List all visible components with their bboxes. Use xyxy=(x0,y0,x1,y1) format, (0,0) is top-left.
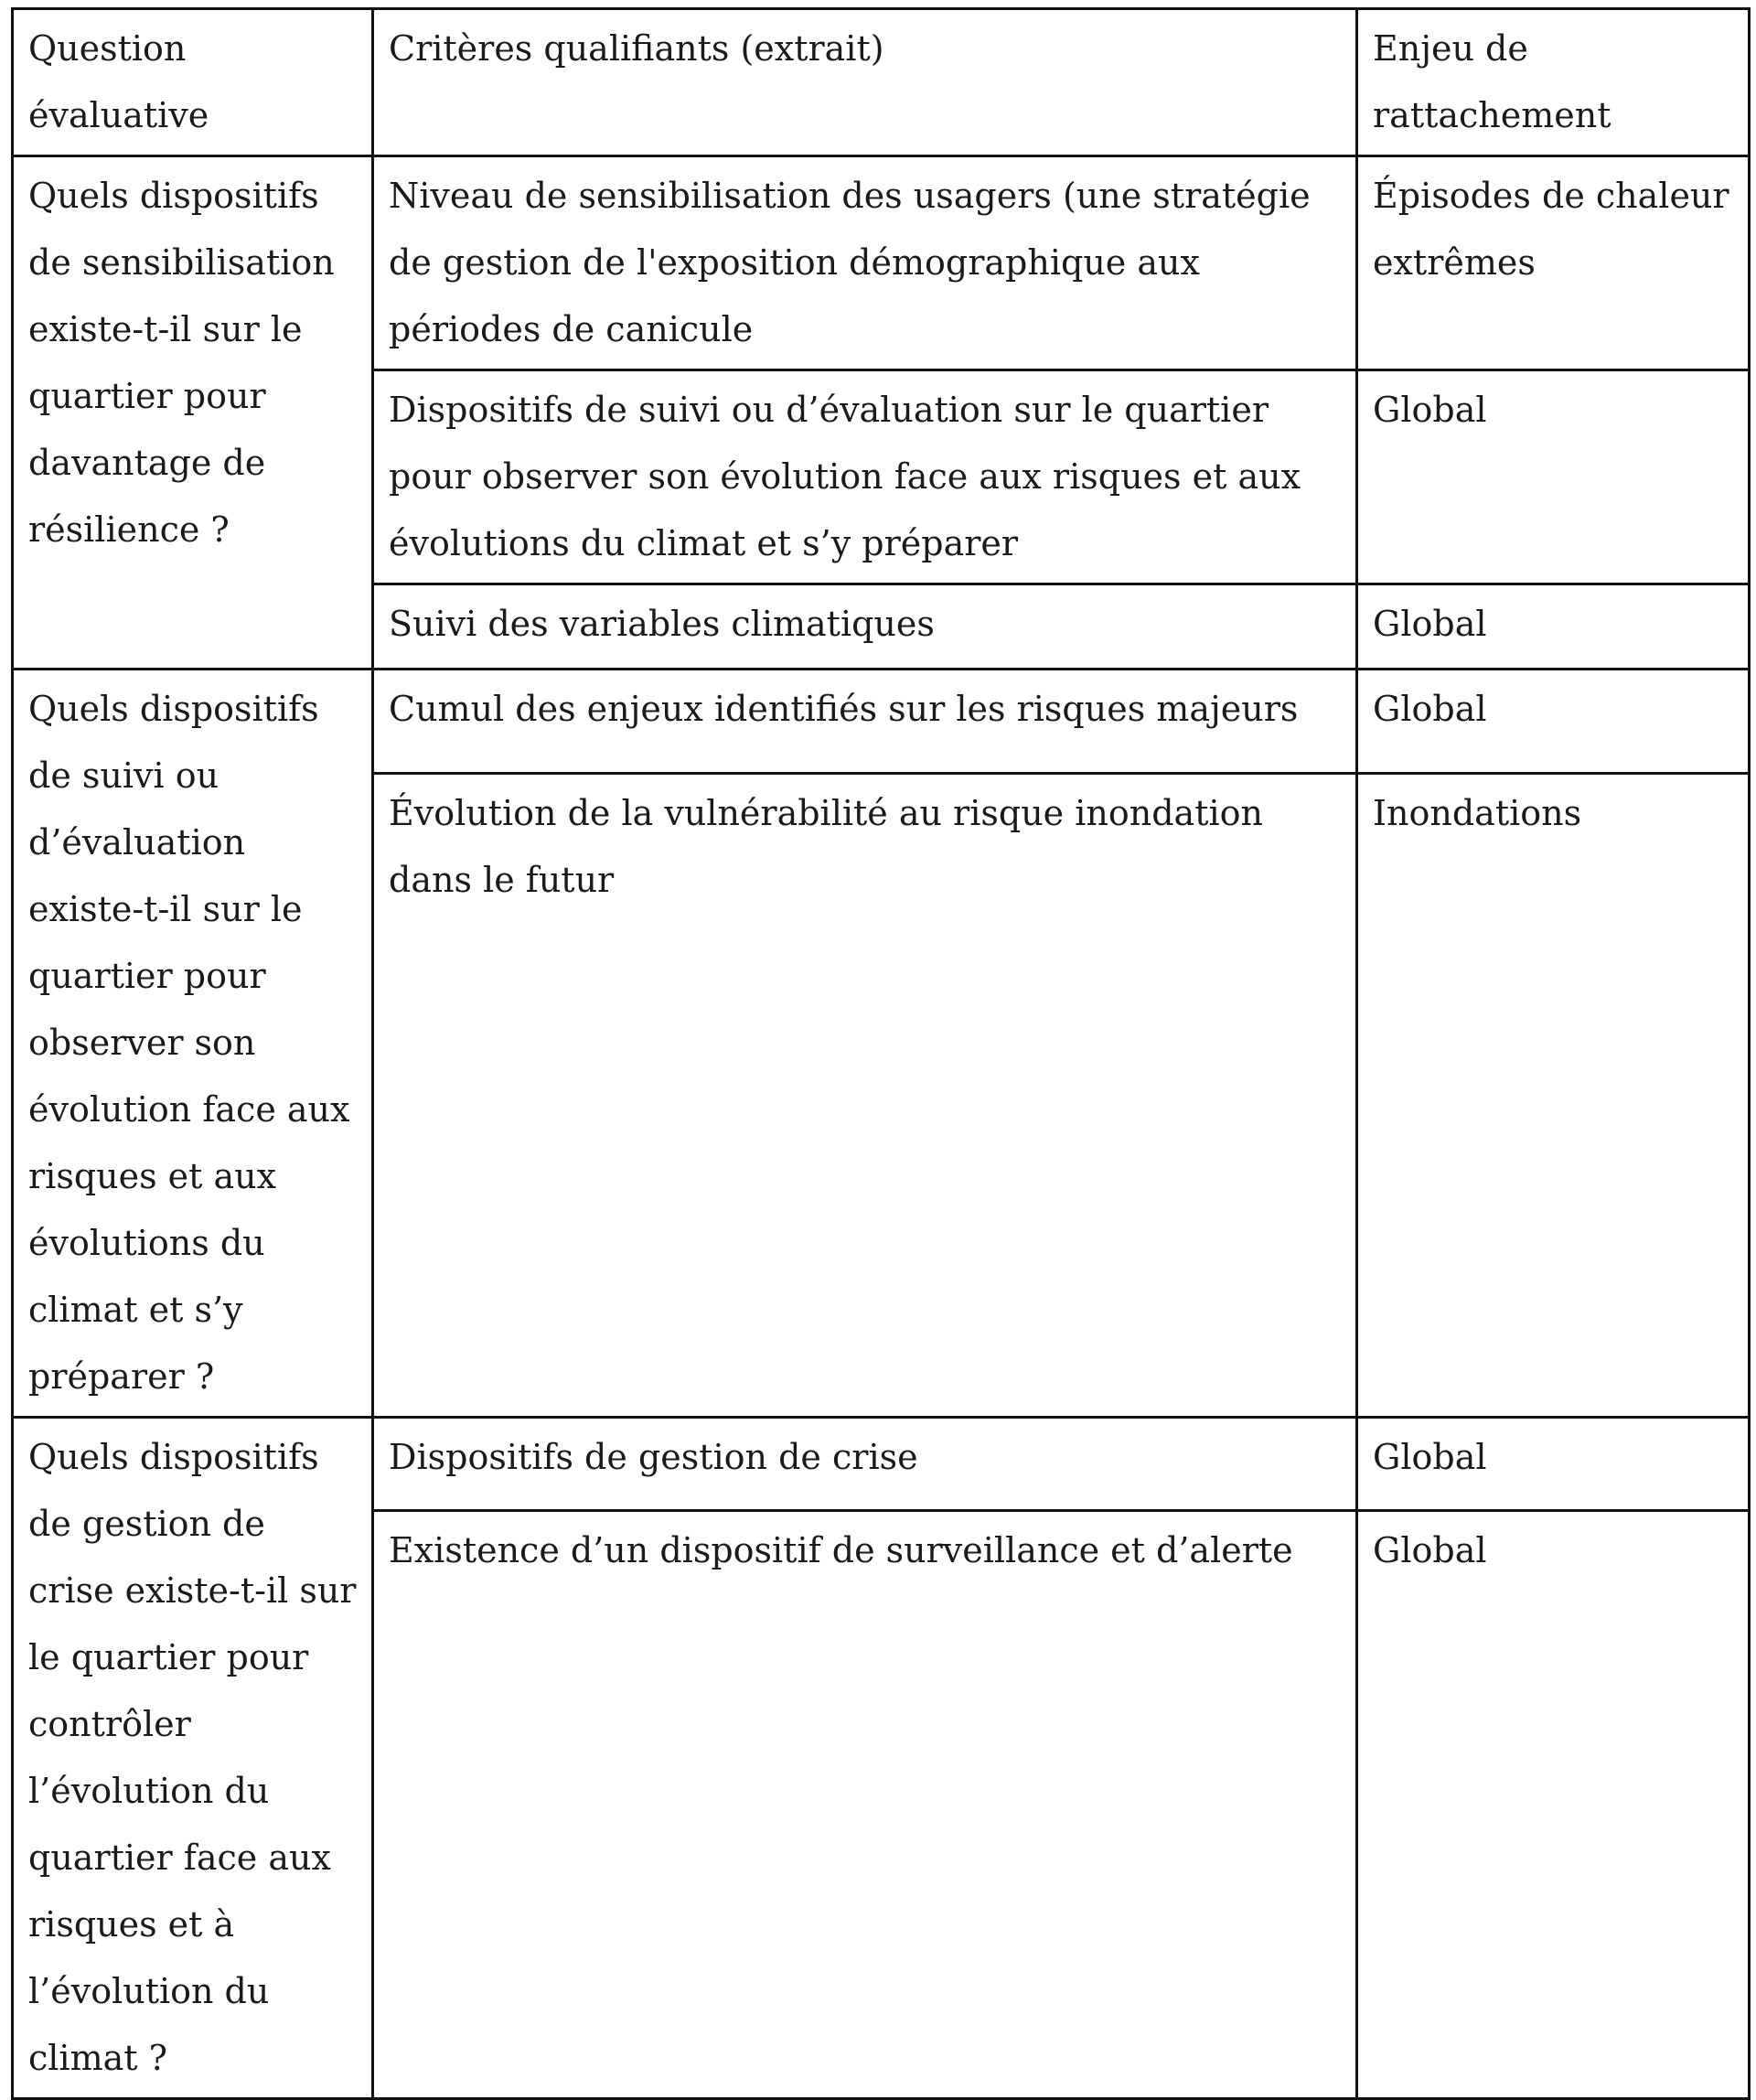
question-cell xyxy=(13,670,373,1418)
criterion-cell xyxy=(373,773,1357,1417)
issue-text: Global xyxy=(1373,390,1487,430)
criterion-cell xyxy=(373,1511,1357,2099)
criterion-text: Évolution de la vulnérabilité au risque inondation dans le futur xyxy=(389,792,1263,900)
header-question: Question évaluative xyxy=(28,28,209,135)
issue-cell xyxy=(1357,773,1750,1417)
issue-text: Global xyxy=(1373,604,1487,644)
issue-cell xyxy=(1357,370,1750,584)
criterion-text: Cumul des enjeux identifiés sur les risques majeurs xyxy=(389,689,1299,729)
question-text: Quels dispositifs de sensibilisation existe-t-il sur le quartier pour davantage de résilience ? xyxy=(28,176,335,550)
issue-cell xyxy=(1357,670,1750,774)
criterion-text: Existence d’un dispositif de surveillance et d’alerte xyxy=(389,1530,1293,1571)
header-criteria-cell xyxy=(373,9,1357,156)
issue-text: Inondations xyxy=(1373,792,1582,833)
issue-text: Global xyxy=(1373,1437,1487,1477)
header-issue: Enjeu de rattachement xyxy=(1373,28,1611,135)
criterion-text: Suivi des variables climatiques xyxy=(389,604,935,644)
criterion-cell xyxy=(373,584,1357,670)
criterion-cell xyxy=(373,670,1357,774)
table-row xyxy=(13,156,1750,370)
question-text: Quels dispositifs de gestion de crise existe-t-il sur le quartier pour contrôler l’évolution du quartier face aux risques et à l’évolution du climat ? xyxy=(28,1437,357,2078)
issue-cell xyxy=(1357,1418,1750,1511)
table-row xyxy=(13,670,1750,774)
header-row xyxy=(13,9,1750,156)
table-row xyxy=(13,1418,1750,1511)
issue-text: Global xyxy=(1373,689,1487,729)
question-cell xyxy=(13,156,373,670)
evaluation-table xyxy=(11,7,1751,2100)
issue-cell xyxy=(1357,584,1750,670)
issue-text: Épisodes de chaleur extrêmes xyxy=(1373,176,1729,283)
question-text: Quels dispositifs de suivi ou d’évaluation existe-t-il sur le quartier pour observer son évolution face aux risques et aux évolutions du climat et s’y préparer ? xyxy=(28,689,350,1397)
issue-cell xyxy=(1357,156,1750,370)
criterion-cell xyxy=(373,370,1357,584)
issue-cell xyxy=(1357,1511,1750,2099)
header-criteria: Critères qualifiants (extrait) xyxy=(389,28,884,69)
header-issue-cell xyxy=(1357,9,1750,156)
criterion-text: Dispositifs de suivi ou d’évaluation sur le quartier pour observer son évolution face aux risques et aux évolutions du climat et s’y préparer xyxy=(389,390,1301,563)
header-question-cell xyxy=(13,9,373,156)
criterion-text: Niveau de sensibilisation des usagers (une stratégie de gestion de l'exposition démographique aux périodes de canicule xyxy=(389,176,1311,349)
question-cell xyxy=(13,1418,373,2099)
issue-text: Global xyxy=(1373,1530,1487,1571)
criterion-text: Dispositifs de gestion de crise xyxy=(389,1437,918,1477)
criterion-cell xyxy=(373,1418,1357,1511)
criterion-cell xyxy=(373,156,1357,370)
